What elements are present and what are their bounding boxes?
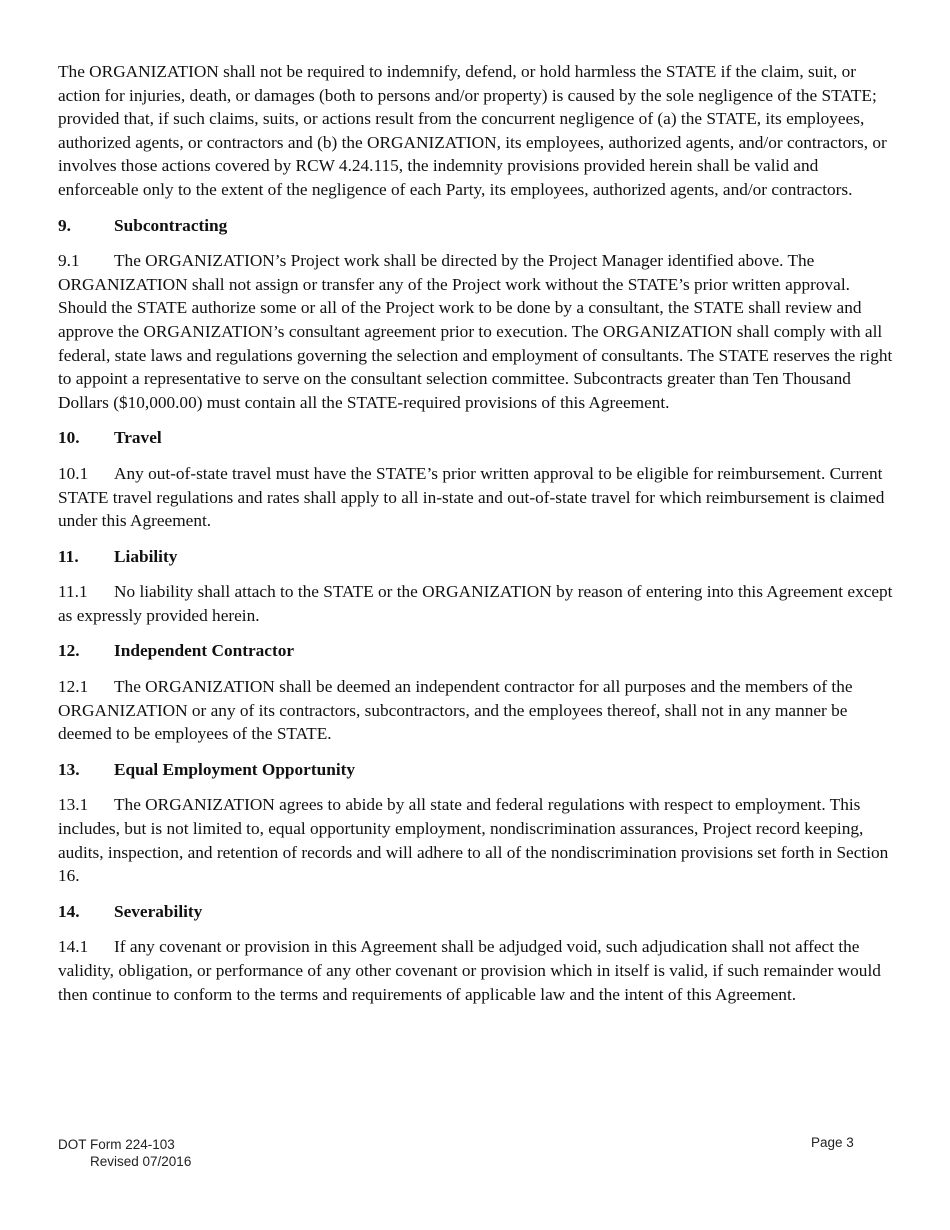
- section-paragraph-liability: [58, 580, 900, 627]
- section-paragraph-severability: [58, 935, 900, 1006]
- section-number: 9.: [58, 215, 71, 235]
- section-heading-equal-employment: [58, 758, 900, 782]
- subsection-text: The ORGANIZATION shall be deemed an independent contractor for all purposes and the members of the ORGANIZATION or any of its contractors, subcontractors, and the employees thereof, shall not in any manner be deemed to be employees of the STATE.: [58, 677, 853, 744]
- section-title: Liability: [114, 546, 178, 566]
- subsection-text: The ORGANIZATION agrees to abide by all state and federal regulations with respect to employment. This includes, but is not limited to, equal opportunity employment, nondiscrimination assurances, Project record keeping, audits, inspection, and retention of records and will adhere to all of the nondiscrimination provisions set forth in Section 16.: [58, 795, 889, 886]
- document-page: [58, 60, 900, 1018]
- section-paragraph-independent-contractor: [58, 675, 900, 746]
- section-title: Equal Employment Opportunity: [114, 759, 356, 779]
- section-paragraph-travel: [58, 462, 900, 533]
- page-number: Page 3: [811, 1135, 854, 1150]
- subsection-text: Any out-of-state travel must have the STATE’s prior written approval to be eligible for reimbursement. Current STATE travel regulations and rates shall apply to all in-state and out-of-state travel for which reimbursement is claimed under this Agreement.: [58, 463, 885, 531]
- section-heading-severability: [58, 900, 900, 924]
- form-number: DOT Form 224-103: [58, 1137, 175, 1152]
- section-title: Travel: [114, 428, 162, 448]
- section-paragraph-equal-employment: [58, 793, 900, 887]
- section-title: Independent Contractor: [114, 641, 295, 661]
- subsection-number: 11.1: [58, 582, 88, 602]
- subsection-number: 14.1: [58, 937, 89, 957]
- section-paragraph-subcontracting: [58, 249, 900, 414]
- section-title: Severability: [114, 901, 203, 921]
- subsection-text: If any covenant or provision in this Agreement shall be adjudged void, such adjudication shall not affect the validity, obligation, or performance of any other covenant or provision which in itself is valid, if such remainder would then continue to conform to the terms and requirements of applicable law and the intent of this Agreement.: [58, 937, 881, 1004]
- footer-form-info: [58, 1136, 191, 1170]
- section-number: 11.: [58, 546, 79, 566]
- section-heading-independent-contractor: [58, 639, 900, 663]
- section-title: Subcontracting: [114, 215, 228, 235]
- subsection-number: 9.1: [58, 251, 80, 271]
- subsection-number: 12.1: [58, 677, 89, 697]
- indemnity-paragraph: The ORGANIZATION shall not be required to indemnify, defend, or hold harmless the STATE if the claim, suit, or action for injuries, death, or damages (both to persons and/or property) is caused by the sole negligence of the STATE; provided that, if such claims, suits, or actions result from the concurrent negligence of (a) the STATE, its employees, authorized agents, or contractors and (b) the ORGANIZATION, its employees, authorized agents, and/or contractors, or involves those actions covered by RCW 4.24.115, the indemnity provisions provided herein shall be valid and enforceable only to the extent of the negligence of each Party, its employees, authorized agents, and/or contractors.: [58, 62, 887, 199]
- section-heading-liability: [58, 545, 900, 569]
- section-number: 13.: [58, 759, 80, 779]
- revised-date: Revised 07/2016: [90, 1154, 192, 1169]
- section-heading-travel: [58, 426, 900, 450]
- section-number: 12.: [58, 641, 80, 661]
- section-number: 14.: [58, 901, 80, 921]
- section-number: 10.: [58, 428, 80, 448]
- subsection-number: 10.1: [58, 463, 89, 483]
- subsection-text: The ORGANIZATION’s Project work shall be directed by the Project Manager identified above. The ORGANIZATION shall not assign or transfer any of the Project work without the STATE’s prior written approval. Should the STATE authorize some or all of the Project work to be done by a consultant, the STATE shall review and approve the ORGANIZATION’s consultant agreement prior to execution. The ORGANIZATION shall comply with all federal, state laws and regulations governing the selection and employment of consultants. The STATE reserves the right to appoint a representative to serve on the consultant selection committee. Subcontracts greater than Ten Thousand Dollars ($10,000.00) must contain all the STATE-required provisions of this Agreement.: [58, 251, 893, 412]
- subsection-text: No liability shall attach to the STATE or the ORGANIZATION by reason of entering into this Agreement except as expressly provided herein.: [58, 582, 893, 625]
- section-heading-subcontracting: [58, 214, 900, 238]
- subsection-number: 13.1: [58, 795, 89, 815]
